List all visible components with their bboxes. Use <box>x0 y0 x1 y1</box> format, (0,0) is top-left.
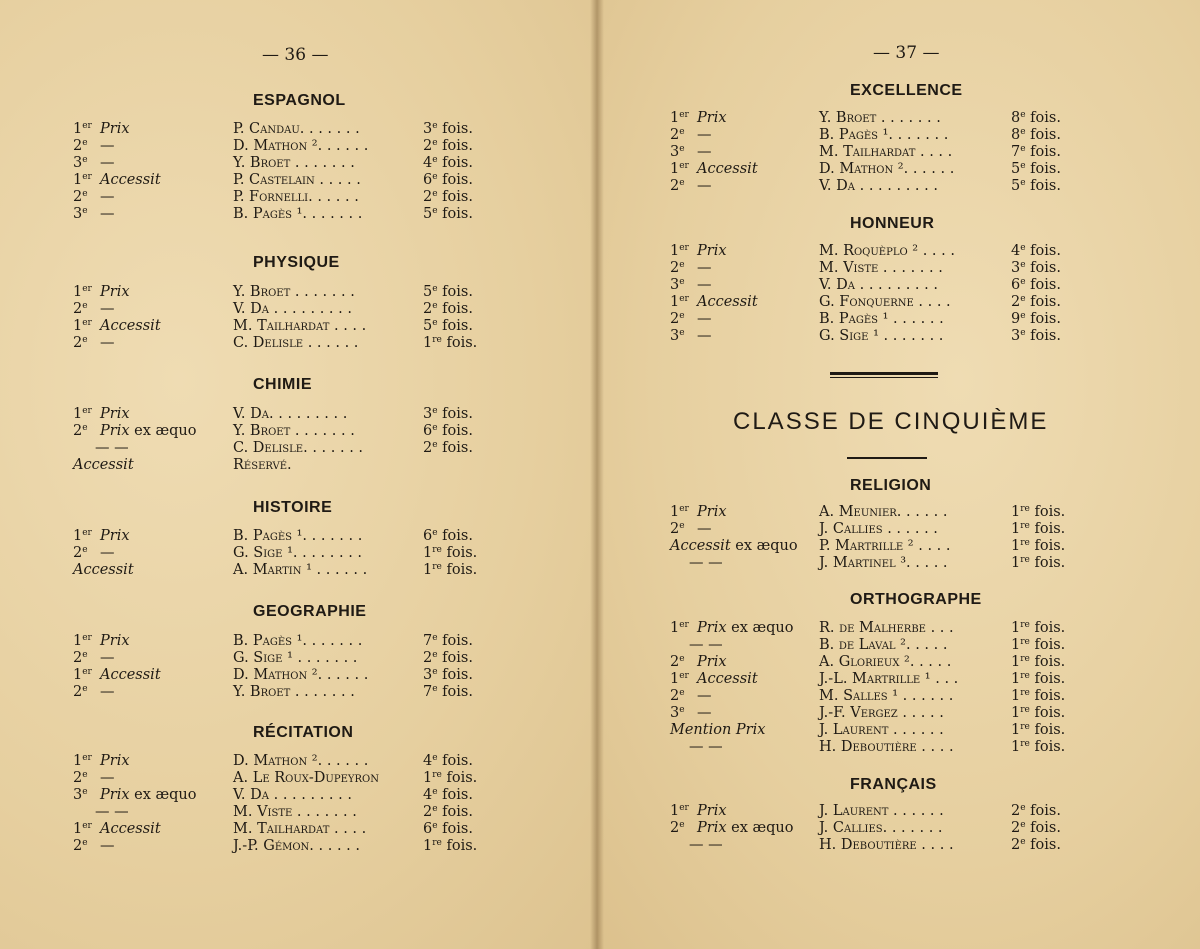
student-name: P. Fornelli. . . . . . <box>233 189 359 205</box>
times-count: 2e fois. <box>423 440 473 456</box>
times-count: 1re fois. <box>1011 637 1066 653</box>
rank: 2e <box>73 684 88 700</box>
student-name: M. Tailhardat . . . . <box>233 318 367 334</box>
rank: 2e <box>73 650 88 666</box>
prize-label: Accessit <box>697 671 758 687</box>
student-name: V. Da . . . . . . . . . <box>233 301 352 317</box>
rank: 1er <box>73 753 92 769</box>
rank: 1er <box>73 528 92 544</box>
times-count: 2e fois. <box>423 138 473 154</box>
rank: 1er <box>670 504 689 520</box>
student-name: C. Delisle. . . . . . . <box>233 440 364 456</box>
times-count: 4e fois. <box>423 753 473 769</box>
prize-label: Accessit <box>697 294 758 310</box>
prize-label: — <box>697 521 712 537</box>
title-rule <box>847 457 927 459</box>
prize-label: Prix <box>100 284 130 300</box>
times-count: 2e fois. <box>1011 837 1061 853</box>
prize-label: Accessit <box>100 821 161 837</box>
times-count: 1re fois. <box>1011 620 1066 636</box>
times-count: 3e fois. <box>423 121 473 137</box>
student-name: B. Pagès ¹. . . . . . . <box>233 206 363 222</box>
rank: 2e <box>73 189 88 205</box>
student-name: G. Sige ¹. . . . . . . . <box>233 545 363 561</box>
rank: 2e <box>670 521 685 537</box>
rank: 1er <box>670 110 689 126</box>
prize-label: — <box>697 277 712 293</box>
student-name: G. Sige ¹ . . . . . . . <box>233 650 358 666</box>
rank: 1er <box>670 671 689 687</box>
times-count: 4e fois. <box>423 787 473 803</box>
prize-label: Prix <box>697 654 727 670</box>
student-name: Y. Broet . . . . . . . <box>233 155 355 171</box>
rank: 2e <box>670 260 685 276</box>
section-title: RÉCITATION <box>253 724 354 741</box>
times-count: 8e fois. <box>1011 127 1061 143</box>
prize-label: Prix ex æquo <box>697 820 794 836</box>
student-name: G. Fonquerne . . . . <box>819 294 951 310</box>
times-count: 2e fois. <box>423 301 473 317</box>
times-count: 3e fois. <box>1011 260 1061 276</box>
prize-label: Prix ex æquo <box>697 620 794 636</box>
prize-label: — <box>100 206 115 222</box>
student-name: M. Viste . . . . . . . <box>233 804 357 820</box>
rank: 2e <box>73 335 88 351</box>
prize-label: Accessit <box>100 667 161 683</box>
prize-label: Prix <box>100 121 130 137</box>
prize-label: — <box>697 260 712 276</box>
times-count: 1re fois. <box>1011 654 1066 670</box>
prize-label: — <box>100 335 115 351</box>
prize-label: Accessit <box>697 161 758 177</box>
prize-label: — <box>100 838 115 854</box>
rank: 3e <box>670 328 685 344</box>
times-count: 1re fois. <box>1011 555 1066 571</box>
times-count: 1re fois. <box>423 770 478 786</box>
prize-label: Prix <box>697 504 727 520</box>
prize-label: Prix <box>100 406 130 422</box>
student-name: M. Tailhardat . . . . <box>819 144 953 160</box>
times-count: 1re fois. <box>423 838 478 854</box>
times-count: 1re fois. <box>1011 538 1066 554</box>
student-name: G. Sige ¹ . . . . . . . <box>819 328 944 344</box>
times-count: 1re fois. <box>423 545 478 561</box>
section-title: ESPAGNOL <box>253 92 346 109</box>
student-name: V. Da. . . . . . . . . <box>233 406 348 422</box>
times-count: 7e fois. <box>1011 144 1061 160</box>
times-count: 5e fois. <box>1011 161 1061 177</box>
prize-label: Accessit ex æquo <box>670 538 798 554</box>
prize-label: — <box>100 770 115 786</box>
student-name: Y. Broet . . . . . . . <box>233 284 355 300</box>
student-name: Y. Broet . . . . . . . <box>233 684 355 700</box>
double-rule-thin <box>830 377 938 378</box>
right-page <box>597 0 1200 949</box>
times-count: 6e fois. <box>423 172 473 188</box>
prize-label: Accessit <box>100 172 161 188</box>
times-count: 5e fois. <box>423 318 473 334</box>
rank: 1er <box>73 121 92 137</box>
student-name: J. Callies. . . . . . . <box>819 820 943 836</box>
times-count: 7e fois. <box>423 684 473 700</box>
rank: 1er <box>73 172 92 188</box>
rank: 3e <box>670 144 685 160</box>
prize-label: — — <box>95 804 129 820</box>
times-count: 2e fois. <box>1011 803 1061 819</box>
rank: 2e <box>73 545 88 561</box>
rank: 3e <box>670 705 685 721</box>
rank: 2e <box>670 127 685 143</box>
times-count: 4e fois. <box>423 155 473 171</box>
student-name: M. Viste . . . . . . . <box>819 260 943 276</box>
student-name: M. Salles ¹ . . . . . . <box>819 688 954 704</box>
prize-label: — <box>100 650 115 666</box>
student-name: M. Roquèplo ² . . . . <box>819 243 955 259</box>
prize-label: Prix <box>100 528 130 544</box>
rank: 2e <box>670 688 685 704</box>
times-count: 5e fois. <box>1011 178 1061 194</box>
student-name: J. Martinel ³. . . . . <box>819 555 948 571</box>
rank: 1er <box>73 406 92 422</box>
rank: 1er <box>670 803 689 819</box>
rank: 2e <box>73 838 88 854</box>
section-title: HONNEUR <box>850 215 935 232</box>
rank: 1er <box>670 243 689 259</box>
class-title: CLASSE DE CINQUIÈME <box>733 408 1049 435</box>
rank: 1er <box>73 318 92 334</box>
times-count: 4e fois. <box>1011 243 1061 259</box>
rank: 1er <box>670 161 689 177</box>
prize-label: Accessit <box>73 562 134 578</box>
student-name: R. de Malherbe . . . <box>819 620 954 636</box>
student-name: J.-L. Martrille ¹ . . . <box>819 671 959 687</box>
student-name: V. Da . . . . . . . . . <box>819 277 938 293</box>
prize-label: Prix <box>697 243 727 259</box>
prize-label: Prix <box>697 110 727 126</box>
section-title: HISTOIRE <box>253 499 333 516</box>
rank: 1er <box>73 284 92 300</box>
prize-label: — <box>100 684 115 700</box>
section-title: CHIMIE <box>253 376 312 393</box>
rank: 2e <box>670 820 685 836</box>
page-number-left: — 36 — <box>262 45 329 65</box>
left-page <box>0 0 597 949</box>
student-name: A. Le Roux-Dupeyron <box>233 770 379 786</box>
student-name: P. Candau. . . . . . . <box>233 121 360 137</box>
student-name: B. Pagès ¹. . . . . . . <box>233 528 363 544</box>
times-count: 1re fois. <box>1011 739 1066 755</box>
rank: 2e <box>73 770 88 786</box>
section-title: PHYSIQUE <box>253 254 340 271</box>
times-count: 1re fois. <box>1011 722 1066 738</box>
prize-label: — — <box>95 440 129 456</box>
rank: 3e <box>670 277 685 293</box>
student-name: Réservé. <box>233 457 292 473</box>
times-count: 6e fois. <box>423 528 473 544</box>
student-name: A. Glorieux ². . . . . <box>819 654 952 670</box>
page-number-right: — 37 — <box>873 43 940 63</box>
student-name: P. Martrille ² . . . . <box>819 538 951 554</box>
section-title: GEOGRAPHIE <box>253 603 367 620</box>
prize-label: — — <box>689 637 723 653</box>
student-name: J. Laurent . . . . . . <box>819 803 944 819</box>
student-name: D. Mathon ². . . . . . <box>233 138 369 154</box>
rank: 2e <box>670 178 685 194</box>
prize-label: — <box>697 144 712 160</box>
rank: 2e <box>73 423 88 439</box>
times-count: 3e fois. <box>1011 328 1061 344</box>
prize-label: — <box>697 178 712 194</box>
student-name: D. Mathon ². . . . . . <box>233 667 369 683</box>
rank: 2e <box>73 301 88 317</box>
times-count: 6e fois. <box>423 821 473 837</box>
student-name: V. Da . . . . . . . . . <box>233 787 352 803</box>
student-name: B. de Laval ². . . . . <box>819 637 948 653</box>
section-title: FRANÇAIS <box>850 776 937 793</box>
student-name: J.-P. Gémon. . . . . . <box>233 838 361 854</box>
student-name: B. Pagès ¹ . . . . . . <box>819 311 944 327</box>
prize-label: — <box>697 127 712 143</box>
rank: 3e <box>73 787 88 803</box>
times-count: 1re fois. <box>1011 521 1066 537</box>
student-name: J. Laurent . . . . . . <box>819 722 944 738</box>
prize-label: — <box>697 311 712 327</box>
times-count: 5e fois. <box>423 206 473 222</box>
prize-label: — <box>100 189 115 205</box>
times-count: 2e fois. <box>423 650 473 666</box>
prize-label: — <box>100 138 115 154</box>
student-name: P. Castelain . . . . . <box>233 172 361 188</box>
section-title: RELIGION <box>850 477 932 494</box>
student-name: B. Pagès ¹. . . . . . . <box>819 127 949 143</box>
rank: 1er <box>670 620 689 636</box>
student-name: B. Pagès ¹. . . . . . . <box>233 633 363 649</box>
rank: 2e <box>670 654 685 670</box>
student-name: H. Deboutière . . . . <box>819 739 954 755</box>
student-name: D. Mathon ². . . . . . <box>233 753 369 769</box>
rank: 2e <box>73 138 88 154</box>
times-count: 3e fois. <box>423 667 473 683</box>
rank: 1er <box>73 821 92 837</box>
rank: 1er <box>73 667 92 683</box>
prize-label: Prix ex æquo <box>100 787 197 803</box>
student-name: D. Mathon ². . . . . . <box>819 161 955 177</box>
times-count: 1re fois. <box>1011 671 1066 687</box>
rank: 3e <box>73 155 88 171</box>
times-count: 8e fois. <box>1011 110 1061 126</box>
prize-label: — <box>697 328 712 344</box>
student-name: J. Callies . . . . . . <box>819 521 938 537</box>
times-count: 1re fois. <box>1011 504 1066 520</box>
prize-label: — — <box>689 555 723 571</box>
prize-label: — <box>697 688 712 704</box>
times-count: 9e fois. <box>1011 311 1061 327</box>
prize-label: — <box>100 545 115 561</box>
times-count: 2e fois. <box>1011 294 1061 310</box>
rank: 3e <box>73 206 88 222</box>
student-name: H. Deboutière . . . . <box>819 837 954 853</box>
times-count: 6e fois. <box>423 423 473 439</box>
student-name: Y. Broet . . . . . . . <box>233 423 355 439</box>
times-count: 7e fois. <box>423 633 473 649</box>
prize-label: — <box>100 301 115 317</box>
times-count: 1re fois. <box>423 562 478 578</box>
prize-label: Prix <box>100 633 130 649</box>
times-count: 6e fois. <box>1011 277 1061 293</box>
rank: 2e <box>670 311 685 327</box>
student-name: V. Da . . . . . . . . . <box>819 178 938 194</box>
prize-label: — <box>697 705 712 721</box>
student-name: Y. Broet . . . . . . . <box>819 110 941 126</box>
student-name: C. Delisle . . . . . . <box>233 335 359 351</box>
times-count: 1re fois. <box>423 335 478 351</box>
rank: 1er <box>670 294 689 310</box>
prize-label: — — <box>689 837 723 853</box>
times-count: 2e fois. <box>423 804 473 820</box>
prize-label: Prix <box>100 753 130 769</box>
student-name: J.-F. Vergez . . . . . <box>819 705 944 721</box>
prize-label: Prix <box>697 803 727 819</box>
prize-label: Accessit <box>100 318 161 334</box>
double-rule <box>830 372 938 375</box>
times-count: 1re fois. <box>1011 688 1066 704</box>
student-name: M. Tailhardat . . . . <box>233 821 367 837</box>
prize-label: — — <box>689 739 723 755</box>
section-title: EXCELLENCE <box>850 82 963 99</box>
rank: 1er <box>73 633 92 649</box>
times-count: 2e fois. <box>1011 820 1061 836</box>
student-name: A. Meunier. . . . . . <box>819 504 948 520</box>
prize-label: Prix ex æquo <box>100 423 197 439</box>
times-count: 5e fois. <box>423 284 473 300</box>
section-title: ORTHOGRAPHE <box>850 591 982 608</box>
times-count: 1re fois. <box>1011 705 1066 721</box>
student-name: A. Martin ¹ . . . . . . <box>233 562 368 578</box>
times-count: 2e fois. <box>423 189 473 205</box>
times-count: 3e fois. <box>423 406 473 422</box>
book-gutter <box>590 0 604 949</box>
prize-label: — <box>100 155 115 171</box>
prize-label: Mention Prix <box>670 722 766 738</box>
prize-label: Accessit <box>73 457 134 473</box>
